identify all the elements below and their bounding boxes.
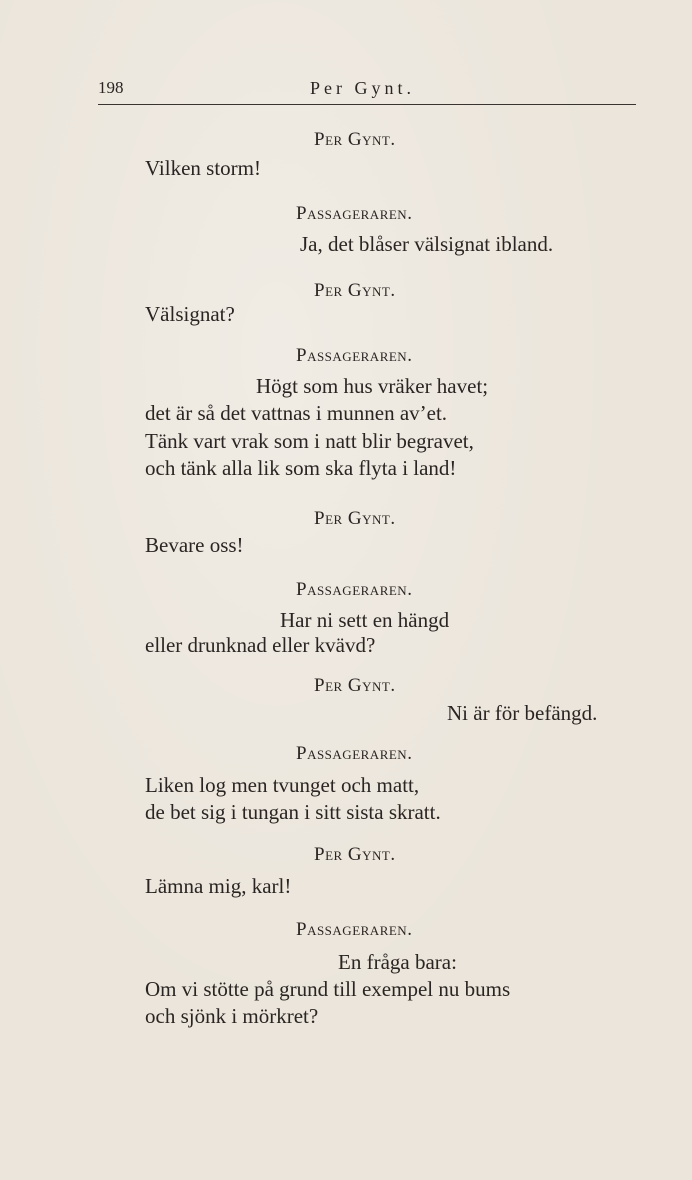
speaker-passageraren: Passageraren.	[296, 345, 413, 366]
verse-line: och sjönk i mörkret?	[145, 1004, 319, 1028]
verse-line: En fråga bara:	[338, 950, 457, 974]
speaker-per-gynt: Per Gynt.	[314, 844, 396, 865]
page-number: 198	[98, 78, 124, 97]
verse-line: de bet sig i tungan i sitt sista skratt.	[145, 800, 441, 824]
verse-line: Om vi stötte på grund till exempel nu bums	[145, 977, 511, 1001]
verse-line: Högt som hus vräker havet;	[256, 374, 489, 398]
verse-line: Tänk vart vrak som i natt blir begravet,	[145, 429, 474, 453]
speaker-passageraren: Passageraren.	[296, 579, 413, 600]
verse-line: Ja, det blåser välsignat ibland.	[300, 232, 554, 256]
speaker-passageraren: Passageraren.	[296, 743, 413, 764]
speaker-per-gynt: Per Gynt.	[314, 129, 396, 150]
verse-line: och tänk alla lik som ska flyta i land!	[145, 456, 457, 480]
verse-line: Vilken storm!	[145, 156, 261, 180]
speaker-per-gynt: Per Gynt.	[314, 675, 396, 696]
verse-line: Bevare oss!	[145, 533, 244, 557]
verse-line: Välsignat?	[145, 302, 235, 326]
verse-line: Lämna mig, karl!	[145, 874, 292, 898]
verse-line: Har ni sett en hängd	[280, 608, 450, 632]
verse-line: eller drunknad eller kvävd?	[145, 633, 376, 657]
speaker-passageraren: Passageraren.	[296, 203, 413, 224]
speaker-passageraren: Passageraren.	[296, 919, 413, 940]
verse-line: det är så det vattnas i munnen av’et.	[145, 401, 448, 425]
verse-line: Liken log men tvunget och matt,	[145, 773, 420, 797]
running-header	[98, 78, 636, 105]
speaker-per-gynt: Per Gynt.	[314, 280, 396, 301]
verse-line: Ni är för befängd.	[447, 701, 598, 725]
speaker-per-gynt: Per Gynt.	[314, 508, 396, 529]
running-title: Per Gynt.	[310, 78, 415, 98]
